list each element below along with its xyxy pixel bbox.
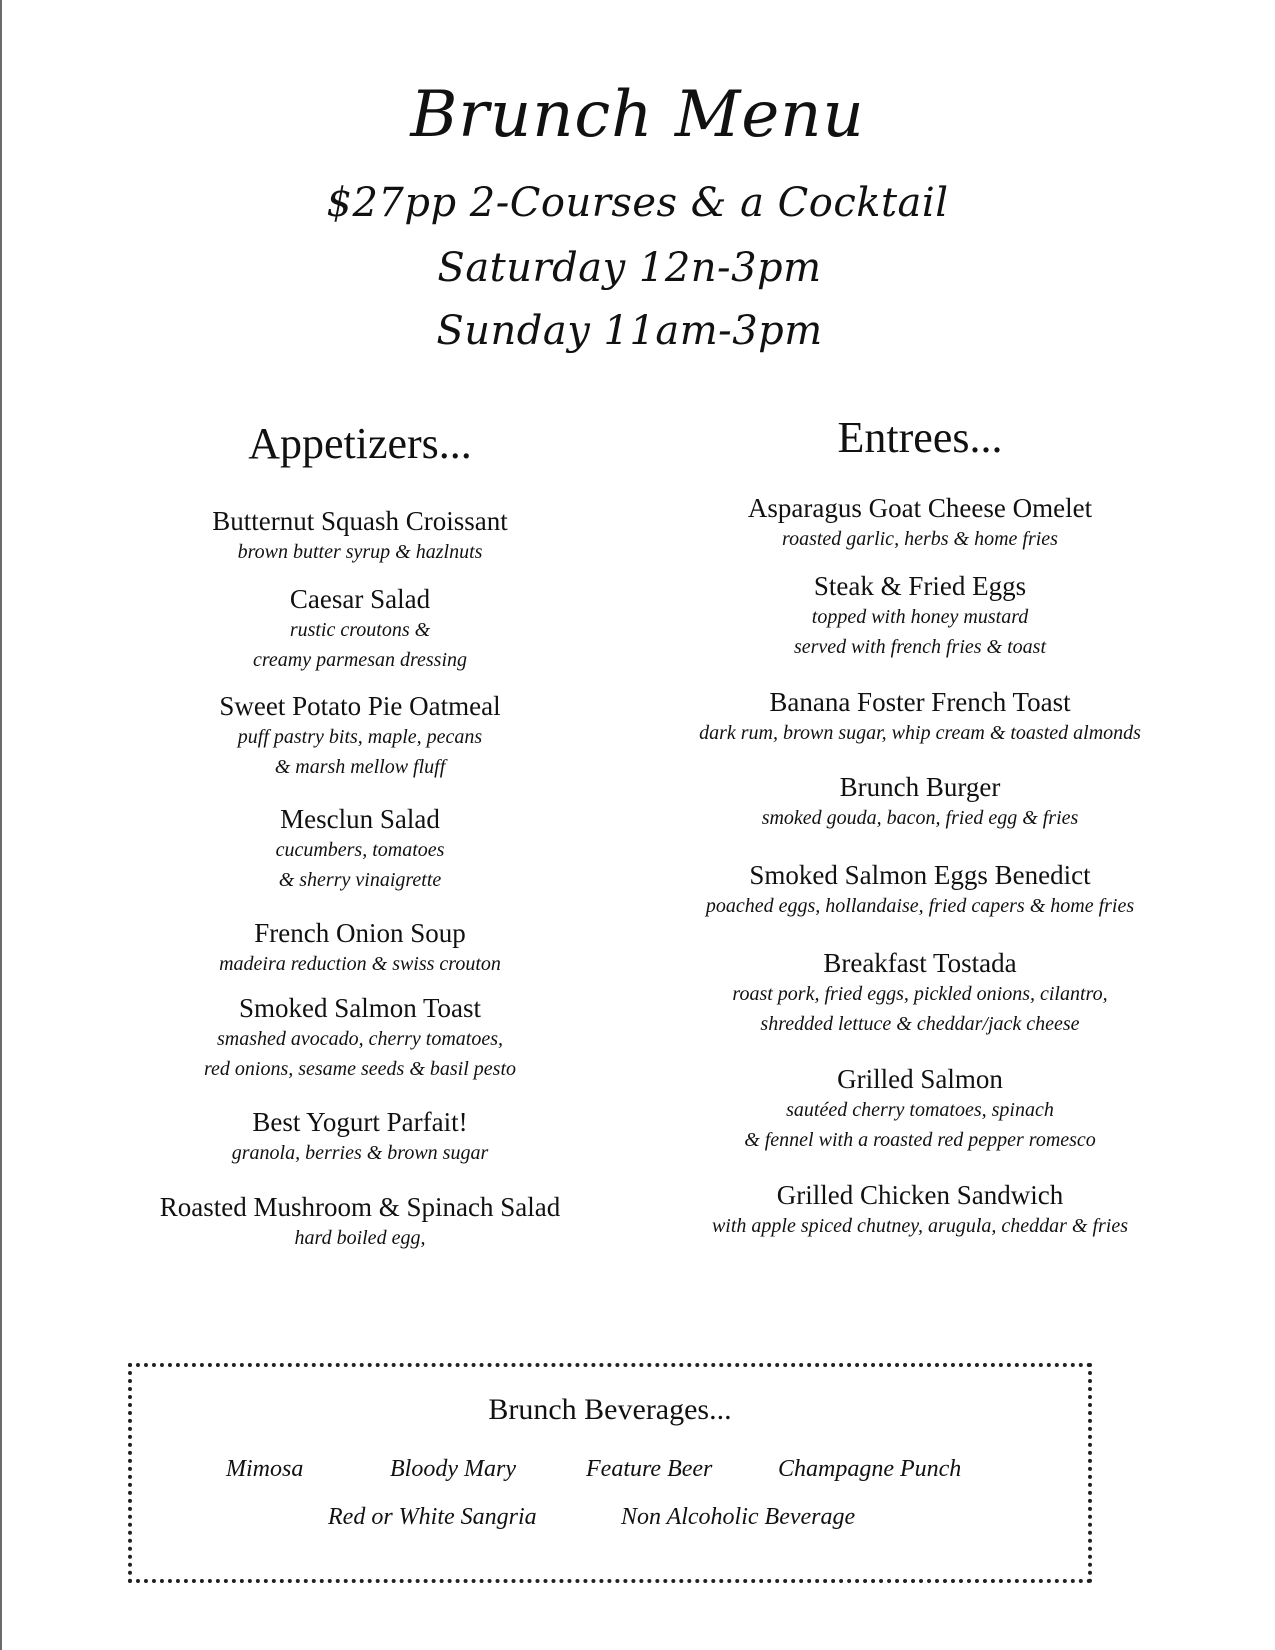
menu-item	[80, 1191, 640, 1253]
item-description: smoked gouda, bacon, fried egg & fries	[761, 807, 1079, 829]
item-name: Mesclun Salad	[280, 804, 440, 834]
menu-item	[640, 1179, 1200, 1241]
item-name: Butternut Squash Croissant	[212, 506, 508, 536]
item-description: served with french fries & toast	[793, 636, 1046, 658]
menu-item	[80, 1106, 640, 1168]
beverage-item: Bloody Mary	[390, 1456, 516, 1482]
sunday-hours: Sunday 11am-3pm	[436, 308, 823, 354]
beverages-box	[128, 1363, 1092, 1583]
item-description: shredded lettuce & cheddar/jack cheese	[760, 1013, 1080, 1035]
menu-item	[80, 583, 640, 675]
item-description: brown butter syrup & hazlnuts	[237, 541, 483, 563]
entrees-heading: Entrees...	[837, 413, 1003, 462]
appetizers-heading: Appetizers...	[248, 419, 472, 468]
item-description: with apple spiced chutney, arugula, cheddar & fries	[711, 1215, 1129, 1237]
item-description: sautéed cherry tomatoes, spinach	[786, 1099, 1054, 1121]
item-description: poached eggs, hollandaise, fried capers & home fries	[705, 895, 1135, 917]
menu-item	[640, 947, 1200, 1039]
item-name: Breakfast Tostada	[823, 948, 1017, 978]
item-description: & fennel with a roasted red pepper romesco	[744, 1129, 1096, 1151]
item-description: cucumbers, tomatoes	[275, 839, 445, 861]
item-description: & sherry vinaigrette	[278, 869, 442, 891]
item-name: Grilled Salmon	[837, 1064, 1003, 1094]
item-description: dark rum, brown sugar, whip cream & toasted almonds	[699, 722, 1141, 744]
menu-item	[640, 771, 1200, 833]
item-name: Sweet Potato Pie Oatmeal	[219, 691, 501, 721]
item-description: red onions, sesame seeds & basil pesto	[203, 1058, 516, 1080]
beverage-item: Red or White Sangria	[328, 1504, 537, 1530]
menu-item	[640, 686, 1200, 748]
item-name: French Onion Soup	[254, 918, 466, 948]
saturday-hours: Saturday 12n-3pm	[437, 245, 822, 291]
item-name: Steak & Fried Eggs	[813, 571, 1027, 601]
menu-item	[80, 803, 640, 895]
beverage-item: Feature Beer	[586, 1456, 713, 1482]
item-description: & marsh mellow fluff	[274, 756, 446, 778]
item-description: puff pastry bits, maple, pecans	[237, 726, 483, 748]
menu-item	[80, 505, 640, 567]
item-description: roasted garlic, herbs & home fries	[782, 528, 1058, 550]
item-name: Smoked Salmon Eggs Benedict	[749, 860, 1091, 890]
beverage-item: Champagne Punch	[778, 1456, 962, 1482]
menu-item	[640, 570, 1200, 662]
menu-item	[640, 859, 1200, 921]
item-description: madeira reduction & swiss crouton	[219, 953, 501, 975]
menu-item	[80, 917, 640, 979]
item-name: Grilled Chicken Sandwich	[776, 1180, 1064, 1210]
beverages-heading: Brunch Beverages...	[488, 1393, 732, 1426]
item-name: Brunch Burger	[839, 772, 1001, 802]
item-name: Asparagus Goat Cheese Omelet	[747, 493, 1093, 523]
menu-item	[80, 992, 640, 1084]
beverage-item: Non Alcoholic Beverage	[621, 1504, 856, 1530]
item-name: Banana Foster French Toast	[769, 687, 1071, 717]
price-line: $27pp 2-Courses & a Cocktail	[326, 180, 949, 226]
menu-item	[80, 690, 640, 782]
item-name: Best Yogurt Parfait!	[252, 1107, 468, 1137]
menu-title: Brunch Menu	[410, 78, 865, 152]
item-description: creamy parmesan dressing	[252, 649, 468, 671]
beverage-item: Mimosa	[226, 1456, 304, 1482]
item-name: Caesar Salad	[289, 584, 431, 614]
item-description: hard boiled egg,	[294, 1227, 426, 1249]
item-description: rustic croutons &	[289, 619, 431, 641]
menu-item	[640, 1063, 1200, 1155]
item-name: Smoked Salmon Toast	[238, 993, 482, 1023]
item-description: granola, berries & brown sugar	[231, 1142, 489, 1164]
item-description: roast pork, fried eggs, pickled onions, cilantro,	[732, 983, 1108, 1005]
item-description: smashed avocado, cherry tomatoes,	[216, 1028, 504, 1050]
menu-item	[640, 492, 1200, 554]
item-name: Roasted Mushroom & Spinach Salad	[159, 1192, 561, 1222]
item-description: topped with honey mustard	[811, 606, 1029, 628]
